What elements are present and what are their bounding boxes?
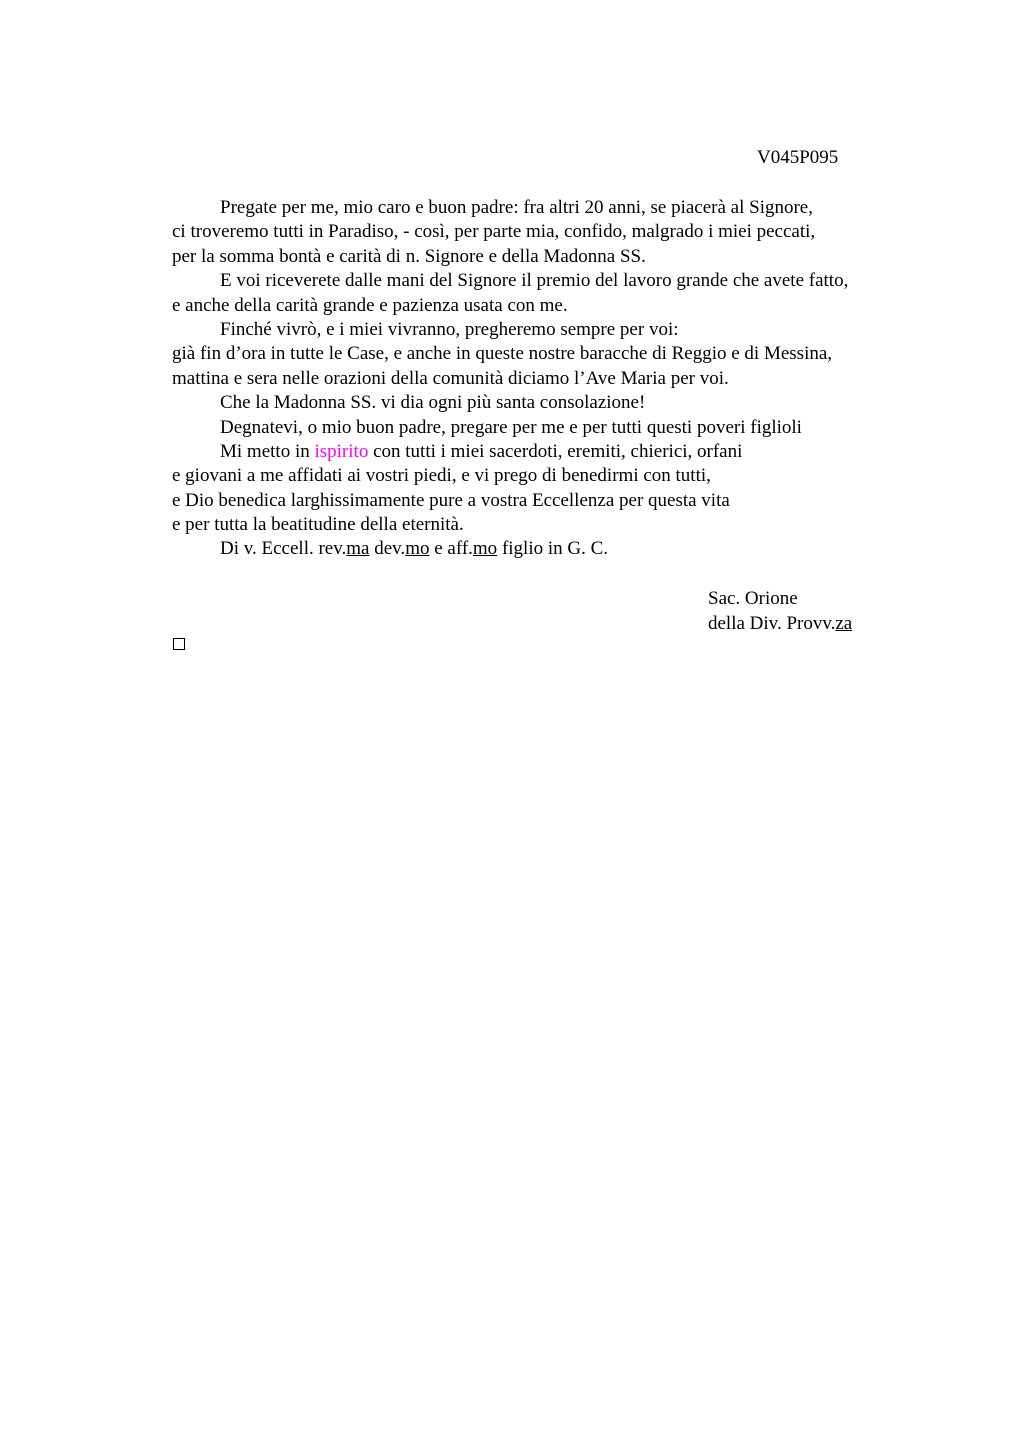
text-line: Degnatevi, o mio buon padre, pregare per me e per tutti questi poveri figlioli bbox=[220, 416, 802, 438]
text-line: già fin d’ora in tutte le Case, e anche in queste nostre baracche di Reggio e di Messina, bbox=[172, 343, 833, 365]
text-line: e Dio benedica larghissimamente pure a vostra Eccellenza per questa vita bbox=[172, 489, 730, 511]
text-fragment: e aff. bbox=[429, 538, 473, 560]
text-line: mattina e sera nelle orazioni della comunità diciamo l’Ave Maria per voi. bbox=[172, 367, 729, 389]
text-fragment: con tutti i miei sacerdoti, eremiti, chierici, orfani bbox=[368, 440, 743, 462]
text-line: ci troveremo tutti in Paradiso, - così, per parte mia, confido, malgrado i miei peccati, bbox=[172, 221, 816, 243]
text-line: Pregate per me, mio caro e buon padre: fra altri 20 anni, se piacerà al Signore, bbox=[220, 197, 813, 218]
text-line: e giovani a me affidati ai vostri piedi, e vi prego di benedirmi con tutti, bbox=[172, 465, 711, 487]
text-fragment: Mi metto in bbox=[220, 440, 315, 462]
underlined-abbreviation: za bbox=[835, 613, 853, 634]
underlined-abbreviation: mo bbox=[405, 538, 430, 560]
text-fragment: Di v. Eccell. rev. bbox=[220, 538, 347, 560]
signature-title bbox=[708, 611, 852, 636]
text-line: E voi riceverete dalle mani del Signore il premio del lavoro grande che avete fatto, bbox=[220, 270, 849, 292]
page-identifier: V045P095 bbox=[757, 147, 839, 168]
text-fragment: dev. bbox=[369, 538, 406, 560]
text-line: Che la Madonna SS. vi dia ogni più santa consolazione! bbox=[220, 392, 646, 414]
text-line: Finché vivrò, e i miei vivranno, pregheremo sempre per voi: bbox=[220, 318, 679, 340]
text-line: e per tutta la beatitudine della eternità. bbox=[172, 514, 464, 536]
underlined-abbreviation: mo bbox=[472, 538, 498, 560]
text-line: per la somma bontà e carità di n. Signore e della Madonna SS. bbox=[172, 245, 646, 267]
signature-name: Sac. Orione bbox=[708, 588, 798, 609]
text-fragment: della Div. Provv. bbox=[708, 613, 836, 634]
signature-block bbox=[708, 586, 852, 636]
text-line: e anche della carità grande e pazienza usata con me. bbox=[172, 294, 568, 316]
empty-box-icon bbox=[173, 638, 185, 650]
closing-line bbox=[172, 537, 932, 561]
text-line-with-highlight bbox=[172, 440, 932, 464]
underlined-abbreviation: ma bbox=[346, 538, 370, 560]
highlighted-word: ispirito bbox=[314, 440, 369, 462]
text-fragment: figlio in G. C. bbox=[497, 538, 609, 560]
letter-body bbox=[172, 196, 932, 562]
